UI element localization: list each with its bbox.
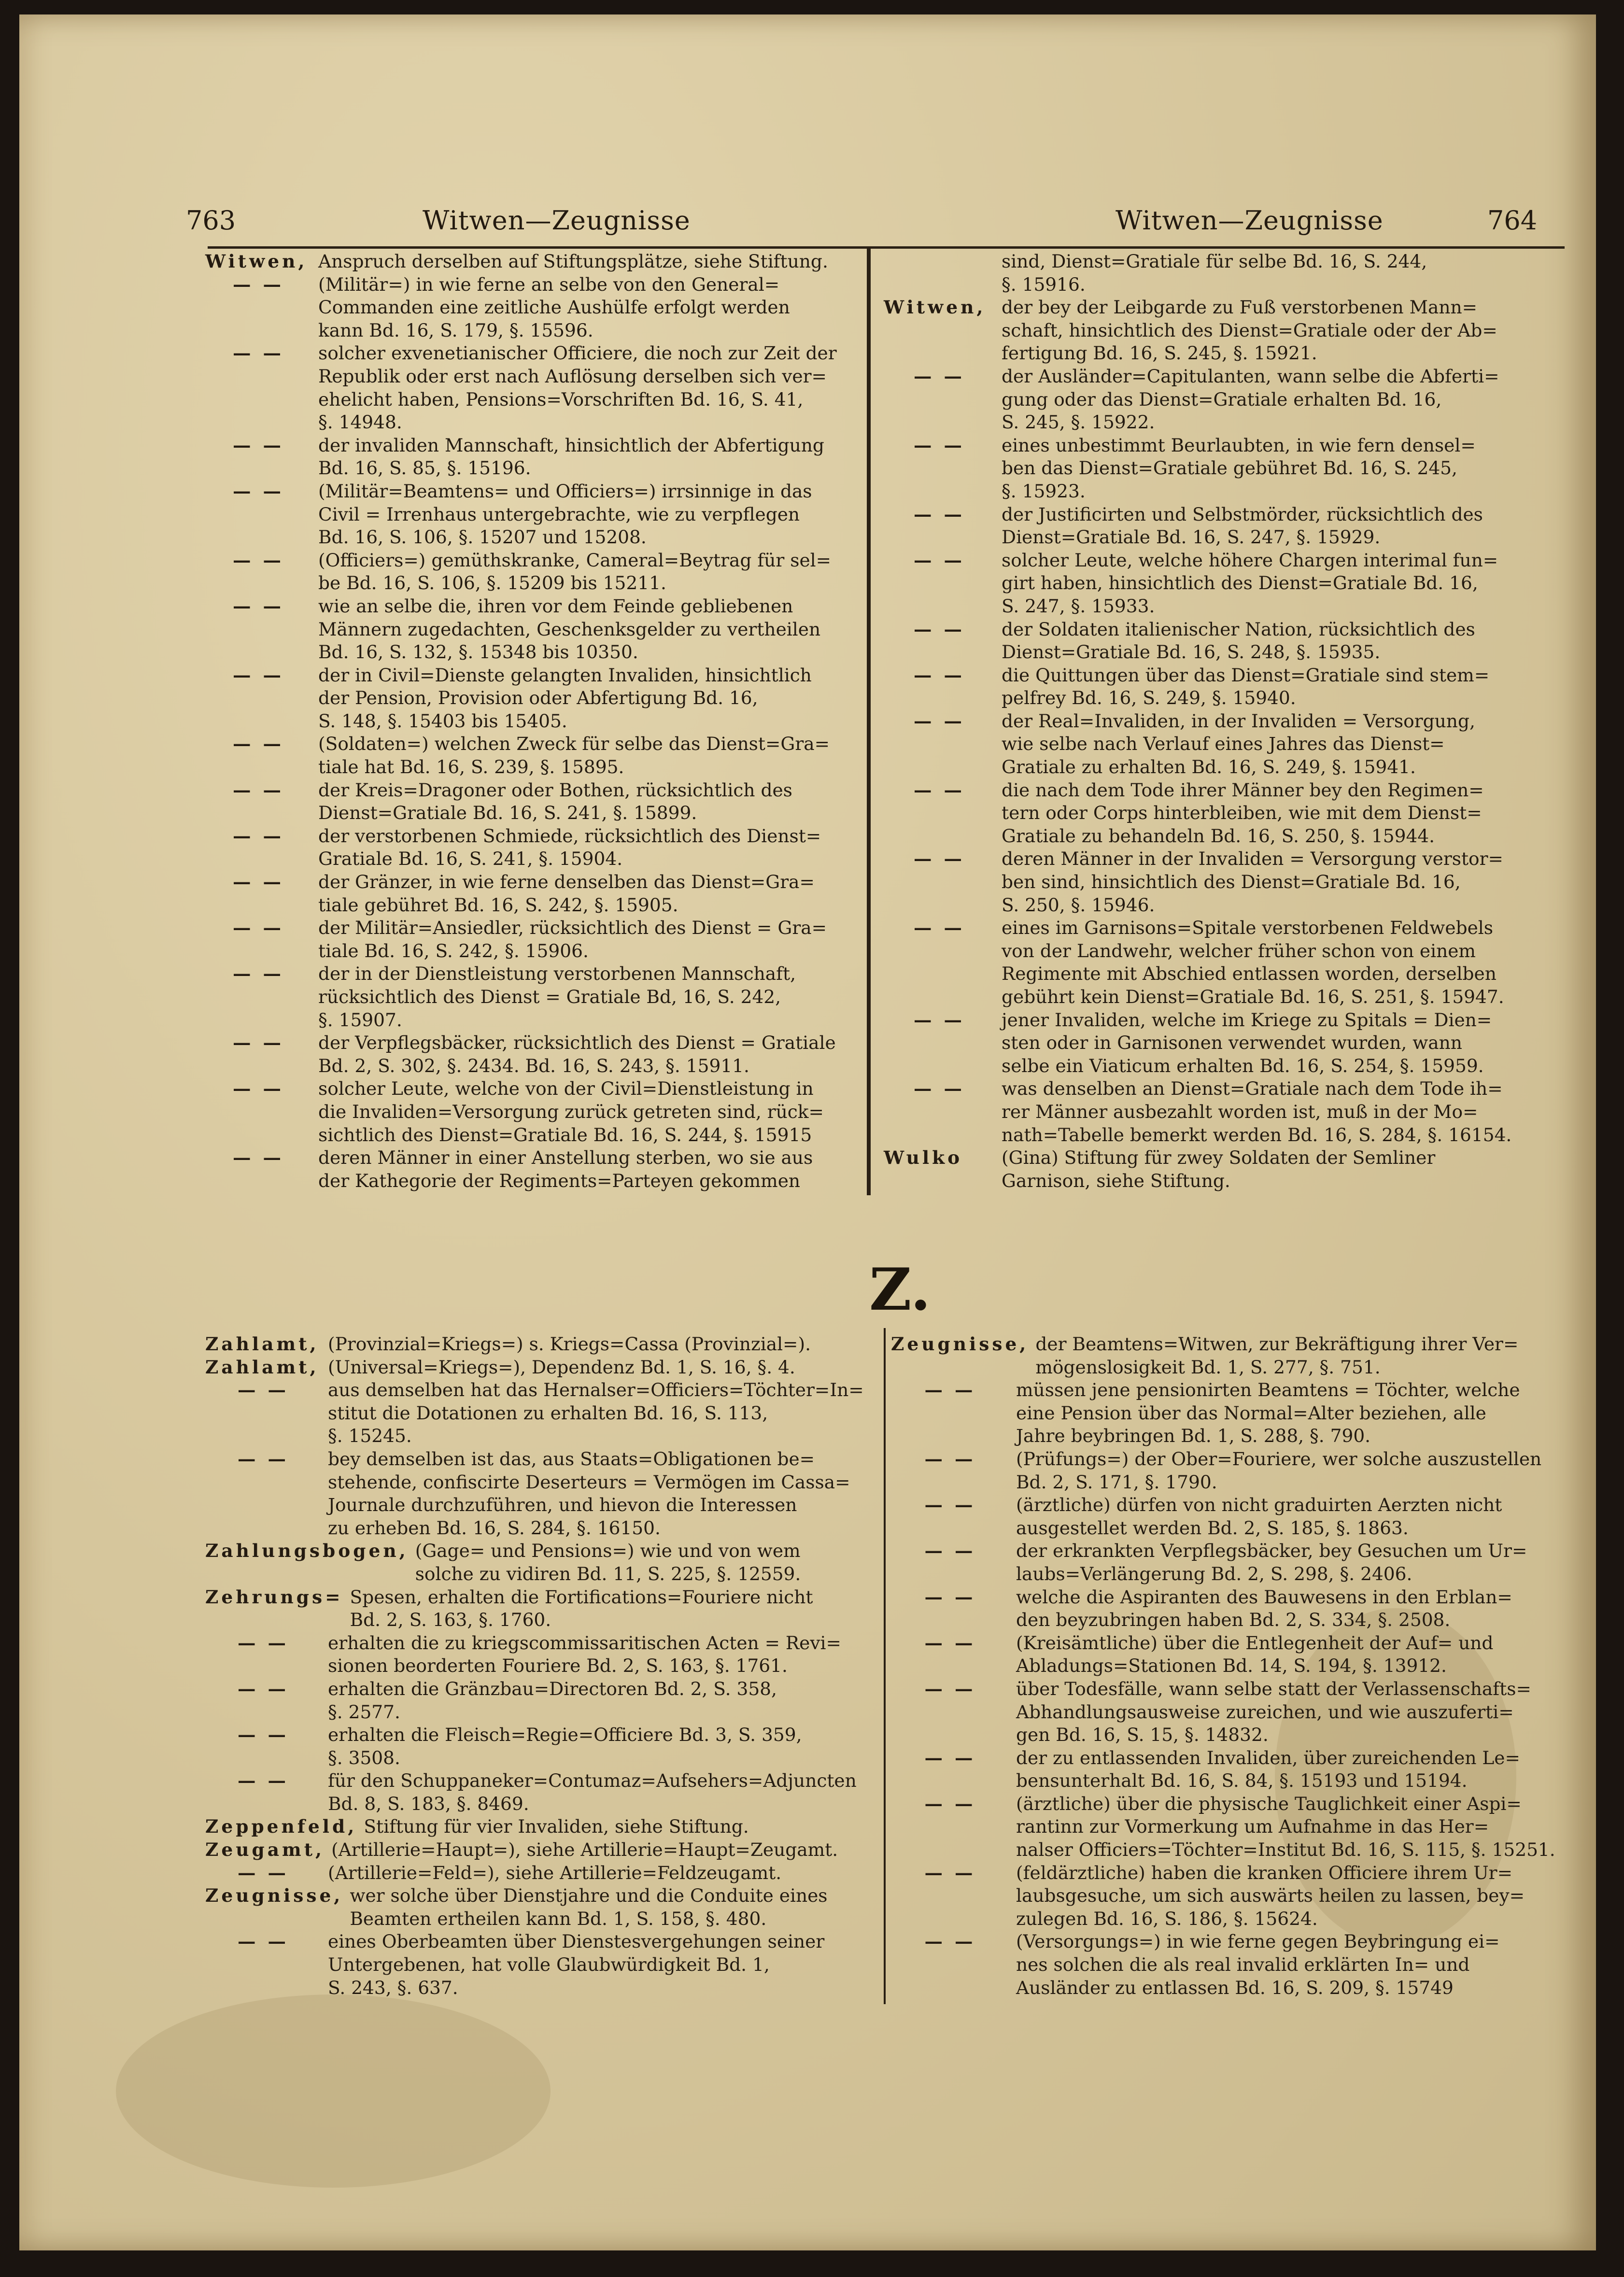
entry-text: (Kreisämtliche) über die Entlegenheit der Auf= und Abladungs=Stationen Bd. 14, S. 194, §. 13912. bbox=[1016, 1632, 1494, 1677]
index-entry bbox=[891, 1540, 1567, 1585]
ditto-mark: — — bbox=[232, 664, 284, 686]
entry-text: (Gina) Stiftung für zwey Soldaten der Semliner Garnison, siehe Stiftung. bbox=[1002, 1147, 1436, 1191]
ditto-mark: — — bbox=[924, 1379, 976, 1401]
index-entry bbox=[205, 1724, 876, 1769]
entry-text: der invaliden Mannschaft, hinsichtlich der Abfertigung Bd. 16, S. 85, §. 15196. bbox=[318, 434, 824, 479]
entry-text: die nach dem Tode ihrer Männer bey den Regimen= tern oder Corps hinterbleiben, wie mit dem Dienst= Gratiale zu behandeln Bd. 16, S. 250, §. 15944. bbox=[1002, 779, 1484, 847]
index-entry bbox=[884, 1146, 1569, 1192]
entry-text: wer solche über Dienstjahre und die Conduite eines Beamten ertheilen kann Bd. 1, S. 158, §. 480. bbox=[350, 1885, 828, 1929]
index-entry bbox=[891, 1930, 1567, 1999]
entry-text: (Militär=Beamtens= und Officiers=) irrsinnige in das Civil = Irrenhaus untergebrachte, wie zu verpflegen Bd. 16, S. 106, §. 15207 und 15208. bbox=[318, 480, 812, 548]
ditto-mark: — — bbox=[232, 1078, 284, 1100]
ditto-mark: — — bbox=[232, 779, 284, 801]
index-entry bbox=[205, 1678, 876, 1724]
ditto-mark: — — bbox=[913, 1078, 965, 1100]
index-entry bbox=[205, 825, 857, 871]
entry-text: der Ausländer=Capitulanten, wann selbe die Abferti= gung oder das Dienst=Gratiale erhalten Bd. 16, S. 245, §. 15922. bbox=[1002, 365, 1499, 433]
section-letter: Z. bbox=[869, 1256, 931, 1324]
ditto-mark: — — bbox=[913, 503, 965, 525]
ditto-mark: — — bbox=[924, 1931, 976, 1952]
entry-text: der Beamtens=Witwen, zur Bekräftigung ihrer Ver= mögenslosigkeit Bd. 1, S. 277, §. 751. bbox=[1035, 1333, 1519, 1378]
index-entry bbox=[891, 1793, 1567, 1862]
entry-text: wie an selbe die, ihren vor dem Feinde gebliebenen Männern zugedachten, Geschenksgelder zu vertheilen Bd. 16, S. 132, §. 15348 bis 10350. bbox=[318, 595, 821, 663]
index-entry bbox=[884, 434, 1569, 503]
entry-text: (Prüfungs=) der Ober=Fouriere, wer solche auszustellen Bd. 2, S. 171, §. 1790. bbox=[1016, 1448, 1542, 1493]
ditto-mark: — — bbox=[913, 710, 965, 732]
index-entry bbox=[205, 1632, 876, 1678]
ditto-mark: — — bbox=[232, 871, 284, 893]
entry-text: solcher Leute, welche von der Civil=Dienstleistung in die Invaliden=Versorgung zurück getreten sind, rück= sichtlich des Dienst=Gratiale Bd. 16, S. 244, §. 15915 bbox=[318, 1078, 824, 1146]
ditto-mark: — — bbox=[924, 1540, 976, 1562]
entry-text: (Soldaten=) welchen Zweck für selbe das Dienst=Gra= tiale hat Bd. 16, S. 239, §. 15895. bbox=[318, 733, 830, 778]
ditto-mark: — — bbox=[924, 1793, 976, 1814]
index-entry bbox=[205, 342, 857, 434]
entry-text: erhalten die zu kriegscommissaritischen Acten = Revi= sionen beorderten Fouriere Bd. 2, S. 163, §. 1761. bbox=[328, 1632, 841, 1677]
ditto-mark: — — bbox=[232, 963, 284, 985]
entry-text: welche die Aspiranten des Bauwesens in den Erblan= den beyzubringen haben Bd. 2, S. 334, §. 2508. bbox=[1016, 1586, 1512, 1631]
entry-text: solcher Leute, welche höhere Chargen interimal fun= girt haben, hinsichtlich des Dienst=Gratiale Bd. 16, S. 247, §. 15933. bbox=[1002, 549, 1498, 617]
lower-left-column bbox=[205, 1333, 876, 1999]
index-entry bbox=[884, 1009, 1569, 1078]
entry-text: der bey der Leibgarde zu Fuß verstorbenen Mann= schaft, hinsichtlich des Dienst=Gratiale oder der Ab= fertigung Bd. 16, S. 245, §. 15921. bbox=[1002, 297, 1497, 364]
ditto-mark: — — bbox=[913, 434, 965, 456]
entry-text: (Provinzial=Kriegs=) s. Kriegs=Cassa (Provinzial=). bbox=[328, 1333, 811, 1355]
index-entry bbox=[205, 1862, 876, 1885]
entry-text: sind, Dienst=Gratiale für selbe Bd. 16, S. 244, §. 15916. bbox=[1002, 251, 1427, 295]
index-entry bbox=[891, 1448, 1567, 1494]
index-entry bbox=[884, 917, 1569, 1008]
entry-text: eines unbestimmt Beurlaubten, in wie fern densel= ben das Dienst=Gratiale gebühret Bd. 16, S. 245, §. 15923. bbox=[1002, 434, 1476, 502]
entry-text: jener Invaliden, welche im Kriege zu Spitals = Dien= sten oder in Garnisonen verwendet wurden, wann selbe ein Viaticum erhalten Bd. 16, S. 254, §. 15959. bbox=[1002, 1009, 1492, 1076]
ditto-mark: — — bbox=[924, 1448, 976, 1470]
entry-text: (Universal=Kriegs=), Dependenz Bd. 1, S. 16, §. 4. bbox=[328, 1356, 795, 1378]
entry-text: (ärztliche) dürfen von nicht graduirten Aerzten nicht ausgestellet werden Bd. 2, S. 185, §. 1863. bbox=[1016, 1494, 1502, 1539]
index-entry bbox=[891, 1586, 1567, 1632]
entry-keyword: Zahlamt, bbox=[205, 1356, 319, 1378]
index-entry bbox=[205, 1540, 876, 1585]
ditto-mark: — — bbox=[237, 1862, 289, 1883]
entry-text: der Militär=Ansiedler, rücksichtlich des Dienst = Gra= tiale Bd. 16, S. 242, §. 15906. bbox=[318, 917, 827, 962]
entry-keyword: Zeugamt, bbox=[205, 1839, 325, 1861]
book-page bbox=[19, 14, 1596, 2250]
ditto-mark: — — bbox=[232, 549, 284, 571]
index-entry bbox=[205, 1884, 876, 1930]
entry-text: der in Civil=Dienste gelangten Invaliden, hinsichtlich der Pension, Provision oder Abfertigung Bd. 16, S. 148, §. 15403 bis 15405. bbox=[318, 664, 812, 732]
index-entry bbox=[891, 1333, 1567, 1379]
index-entry bbox=[205, 779, 857, 825]
index-entry bbox=[205, 1839, 876, 1862]
ditto-mark: — — bbox=[232, 733, 284, 755]
entry-text: Spesen, erhalten die Fortifications=Fouriere nicht Bd. 2, S. 163, §. 1760. bbox=[350, 1586, 813, 1631]
index-entry bbox=[891, 1494, 1567, 1540]
ditto-mark: — — bbox=[237, 1770, 289, 1792]
header-rule bbox=[208, 246, 1565, 249]
index-entry bbox=[884, 1077, 1569, 1146]
entry-keyword: Zeugnisse, bbox=[891, 1333, 1029, 1355]
index-entry bbox=[891, 1678, 1567, 1747]
entry-keyword: Zehrungs= bbox=[205, 1586, 343, 1608]
ditto-mark: — — bbox=[232, 434, 284, 456]
index-entry bbox=[884, 779, 1569, 848]
entry-keyword: Wulko bbox=[884, 1147, 963, 1169]
ditto-mark: — — bbox=[913, 917, 965, 939]
index-entry bbox=[205, 1769, 876, 1815]
entry-text: deren Männer in einer Anstellung sterben, wo sie aus der Kathegorie der Regiments=Parteyen gekommen bbox=[318, 1147, 813, 1191]
index-entry bbox=[884, 848, 1569, 917]
column-divider-upper bbox=[867, 249, 871, 1195]
index-entry bbox=[205, 1586, 876, 1632]
entry-text: der Soldaten italienischer Nation, rücksichtlich des Dienst=Gratiale Bd. 16, S. 248, §. 15935. bbox=[1002, 618, 1475, 663]
ditto-mark: — — bbox=[913, 365, 965, 387]
index-entry bbox=[891, 1632, 1567, 1678]
entry-text: deren Männer in der Invaliden = Versorgung verstor= ben sind, hinsichtlich des Dienst=Gratiale Bd. 16, S. 250, §. 15946. bbox=[1002, 848, 1503, 916]
ditto-mark: — — bbox=[924, 1678, 976, 1699]
running-title-left: Witwen—Zeugnisse bbox=[423, 205, 691, 236]
index-entry bbox=[884, 250, 1569, 296]
ditto-mark: — — bbox=[913, 1009, 965, 1031]
entry-keyword: Zahlungsbogen, bbox=[205, 1540, 409, 1562]
ditto-mark: — — bbox=[232, 273, 284, 295]
ditto-mark: — — bbox=[913, 549, 965, 571]
entry-text: Anspruch derselben auf Stiftungsplätze, siehe Stiftung. bbox=[318, 251, 828, 272]
running-title-right: Witwen—Zeugnisse bbox=[1116, 205, 1384, 236]
entry-text: erhalten die Gränzbau=Directoren Bd. 2, S. 358, §. 2577. bbox=[328, 1678, 777, 1723]
ditto-mark: — — bbox=[924, 1586, 976, 1608]
entry-text: der erkrankten Verpflegsbäcker, bey Gesuchen um Ur= laubs=Verlängerung Bd. 2, S. 298, §. 2406. bbox=[1016, 1540, 1527, 1584]
entry-text: (Artillerie=Haupt=), siehe Artillerie=Haupt=Zeugamt. bbox=[331, 1839, 838, 1861]
entry-text: der in der Dienstleistung verstorbenen Mannschaft, rücksichtlich des Dienst = Gratiale Bd, 16, S. 242, §. 15907. bbox=[318, 963, 796, 1031]
ditto-mark: — — bbox=[913, 664, 965, 686]
entry-keyword: Zeppenfeld, bbox=[205, 1816, 357, 1838]
entry-text: der Real=Invaliden, in der Invaliden = Versorgung, wie selbe nach Verlauf eines Jahres das Dienst= Gratiale zu erhalten Bd. 16, S. 249, §. 15941. bbox=[1002, 710, 1475, 778]
entry-text: müssen jene pensionirten Beamtens = Töchter, welche eine Pension über das Normal=Alter beziehen, alle Jahre beybringen Bd. 1, S. 288, §. 790. bbox=[1016, 1379, 1520, 1447]
index-entry bbox=[891, 1747, 1567, 1793]
index-entry bbox=[205, 273, 857, 342]
entry-text: Stiftung für vier Invaliden, siehe Stiftung. bbox=[364, 1816, 749, 1838]
lower-right-column bbox=[891, 1333, 1567, 1999]
ditto-mark: — — bbox=[237, 1632, 289, 1654]
ditto-mark: — — bbox=[232, 825, 284, 847]
index-entry bbox=[205, 434, 857, 480]
entry-text: die Quittungen über das Dienst=Gratiale sind stem= pelfrey Bd. 16, S. 249, §. 15940. bbox=[1002, 664, 1490, 709]
upper-right-column bbox=[884, 250, 1569, 1192]
ditto-mark: — — bbox=[913, 618, 965, 640]
index-entry bbox=[884, 549, 1569, 618]
entry-text: eines Oberbeamten über Dienstesvergehungen seiner Untergebenen, hat volle Glaubwürdigkeit Bd. 1, S. 243, §. 637. bbox=[328, 1931, 825, 1998]
ditto-mark: — — bbox=[924, 1632, 976, 1654]
ditto-mark: — — bbox=[924, 1494, 976, 1516]
entry-text: für den Schuppaneker=Contumaz=Aufsehers=Adjuncten Bd. 8, S. 183, §. 8469. bbox=[328, 1770, 857, 1814]
ditto-mark: — — bbox=[913, 848, 965, 870]
ditto-mark: — — bbox=[232, 595, 284, 617]
entry-text: der Gränzer, in wie ferne denselben das Dienst=Gra= tiale gebühret Bd. 16, S. 242, §. 15905. bbox=[318, 871, 815, 916]
entry-text: über Todesfälle, wann selbe statt der Verlassenschafts= Abhandlungsausweise zureichen, und wie auszuferti= gen Bd. 16, S. 15, §. 14832. bbox=[1016, 1678, 1531, 1746]
index-entry bbox=[205, 917, 857, 962]
entry-text: (feldärztliche) haben die kranken Officiere ihrem Ur= laubsgesuche, um sich auswärts heilen zu lassen, bey= zulegen Bd. 16, S. 186, §. 15624. bbox=[1016, 1862, 1525, 1929]
index-entry bbox=[205, 250, 857, 273]
entry-text: eines im Garnisons=Spitale verstorbenen Feldwebels von der Landwehr, welcher früher schon von einem Regimente mit Abschied entlassen worden, derselben gebührt kein Dienst=Gratiale Bd. 16, S. 251, §. 15947. bbox=[1002, 917, 1504, 1007]
index-entry bbox=[205, 1930, 876, 1999]
index-entry bbox=[884, 296, 1569, 365]
upper-left-column bbox=[205, 250, 857, 1192]
entry-text: (Artillerie=Feld=), siehe Artillerie=Feldzeugamt. bbox=[328, 1862, 782, 1883]
index-entry bbox=[205, 1077, 857, 1146]
ditto-mark: — — bbox=[232, 480, 284, 502]
index-entry bbox=[884, 618, 1569, 664]
entry-text: (Gage= und Pensions=) wie und von wem solche zu vidiren Bd. 11, S. 225, §. 12559. bbox=[415, 1540, 801, 1584]
ditto-mark: — — bbox=[237, 1379, 289, 1401]
ditto-mark: — — bbox=[237, 1724, 289, 1746]
entry-text: aus demselben hat das Hernalser=Officiers=Töchter=In= stitut die Dotationen zu erhalten Bd. 16, S. 113, §. 15245. bbox=[328, 1379, 864, 1447]
ditto-mark: — — bbox=[237, 1931, 289, 1952]
index-entry bbox=[205, 1815, 876, 1839]
entry-text: solcher exvenetianischer Officiere, die noch zur Zeit der Republik oder erst nach Auflösung derselben sich ver= ehelicht haben, Pensions=Vorschriften Bd. 16, S. 41, §. 14948. bbox=[318, 342, 837, 433]
index-entry bbox=[205, 1032, 857, 1077]
ditto-mark: — — bbox=[924, 1747, 976, 1768]
page-number-right: 764 bbox=[1487, 205, 1538, 236]
entry-text: der Verpflegsbäcker, rücksichtlich des Dienst = Gratiale Bd. 2, S. 302, §. 2434. Bd. 16, S. 243, §. 15911. bbox=[318, 1032, 836, 1076]
entry-keyword: Witwen, bbox=[205, 251, 308, 272]
index-entry bbox=[205, 1146, 857, 1192]
entry-text: der Justificirten und Selbstmörder, rücksichtlich des Dienst=Gratiale Bd. 16, S. 247, §. 15929. bbox=[1002, 503, 1483, 548]
ditto-mark: — — bbox=[924, 1862, 976, 1883]
entry-text: (Versorgungs=) in wie ferne gegen Beybringung ei= nes solchen die als real invalid erklärten In= und Ausländer zu entlassen Bd. 16, S. 209, §. 15749 bbox=[1016, 1931, 1500, 1998]
column-divider-lower bbox=[884, 1328, 886, 2004]
entry-text: (Officiers=) gemüthskranke, Cameral=Beytrag für sel= be Bd. 16, S. 106, §. 15209 bis 15211. bbox=[318, 549, 832, 594]
entry-keyword: Zahlamt, bbox=[205, 1333, 319, 1355]
index-entry bbox=[884, 365, 1569, 434]
entry-text: (Militär=) in wie ferne an selbe von den General= Commanden eine zeitliche Aushülfe erfolgt werden kann Bd. 16, S. 179, §. 15596. bbox=[318, 273, 790, 341]
index-entry bbox=[205, 1356, 876, 1379]
ditto-mark: — — bbox=[232, 1147, 284, 1169]
index-entry bbox=[205, 1448, 876, 1540]
index-entry bbox=[891, 1862, 1567, 1931]
entry-keyword: Zeugnisse, bbox=[205, 1885, 343, 1907]
entry-text: der Kreis=Dragoner oder Bothen, rücksichtlich des Dienst=Gratiale Bd. 16, S. 241, §. 15899. bbox=[318, 779, 792, 824]
entry-text: was denselben an Dienst=Gratiale nach dem Tode ih= rer Männer ausbezahlt worden ist, muß in der Mo= nath=Tabelle bemerkt werden Bd. 16, S. 284, §. 16154. bbox=[1002, 1078, 1512, 1146]
ditto-mark: — — bbox=[232, 1032, 284, 1054]
index-entry bbox=[205, 733, 857, 778]
entry-text: der zu entlassenden Invaliden, über zureichenden Le= bensunterhalt Bd. 16, S. 84, §. 15193 und 15194. bbox=[1016, 1747, 1520, 1792]
entry-text: erhalten die Fleisch=Regie=Officiere Bd. 3, S. 359, §. 3508. bbox=[328, 1724, 802, 1768]
entry-keyword: Witwen, bbox=[884, 297, 986, 318]
index-entry bbox=[884, 664, 1569, 710]
ditto-mark: — — bbox=[237, 1448, 289, 1470]
ditto-mark: — — bbox=[237, 1678, 289, 1699]
entry-text: bey demselben ist das, aus Staats=Obligationen be= stehende, confiscirte Deserteurs = Vermögen im Cassa= Journale durchzuführen, und hievon die Interessen zu erheben Bd. 16, S. 284, §. 16150. bbox=[328, 1448, 850, 1539]
index-entry bbox=[205, 480, 857, 549]
index-entry bbox=[205, 664, 857, 733]
index-entry bbox=[205, 1379, 876, 1448]
ditto-mark: — — bbox=[232, 342, 284, 364]
index-entry bbox=[884, 503, 1569, 549]
index-entry bbox=[205, 549, 857, 595]
index-entry bbox=[205, 962, 857, 1032]
ditto-mark: — — bbox=[232, 917, 284, 939]
entry-text: der verstorbenen Schmiede, rücksichtlich des Dienst= Gratiale Bd. 16, S. 241, §. 15904. bbox=[318, 825, 821, 870]
index-entry bbox=[205, 1333, 876, 1356]
entry-text: (ärztliche) über die physische Tauglichkeit einer Aspi= rantinn zur Vormerkung um Aufnahme in das Her= nalser Officiers=Töchter=Institut Bd. 16, S. 115, §. 15251. bbox=[1016, 1793, 1555, 1861]
index-entry bbox=[891, 1379, 1567, 1448]
index-entry bbox=[205, 871, 857, 917]
ditto-mark: — — bbox=[913, 779, 965, 801]
page-number-left: 763 bbox=[186, 205, 236, 236]
index-entry bbox=[884, 710, 1569, 779]
index-entry bbox=[205, 595, 857, 664]
entry-keyword bbox=[884, 250, 995, 296]
